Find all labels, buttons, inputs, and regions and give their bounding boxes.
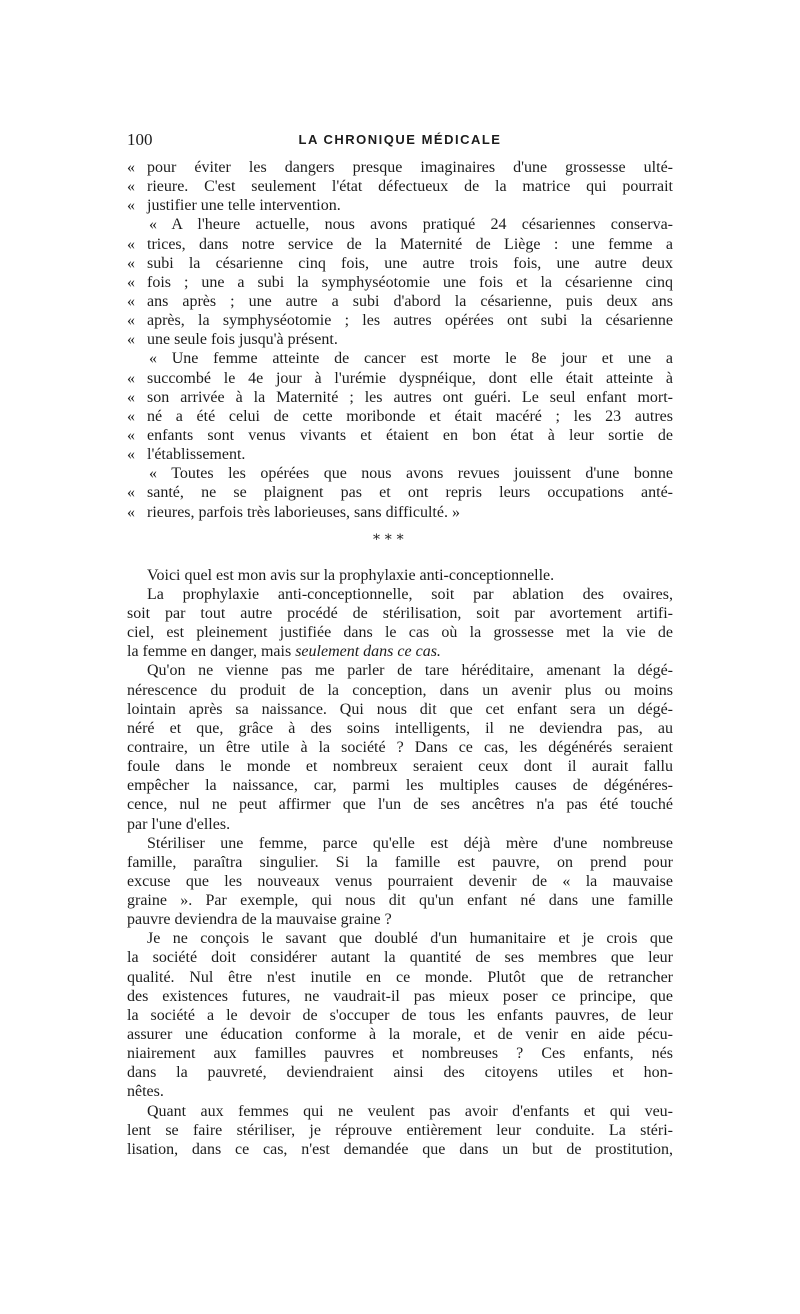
text-line: lointain après sa naissance. Qui nous dit que cet enfant sera un dégé- xyxy=(127,700,673,718)
asterism: * * * xyxy=(373,531,405,548)
quote-mark: « xyxy=(127,312,135,330)
quote-mark: « xyxy=(127,273,135,291)
quoted-line-text: son arrivée à la Maternité ; les autres ont guéri. Le seul enfant mort- xyxy=(147,388,673,406)
text-line: Voici quel est mon avis sur la prophylaxie anti-conceptionnelle. xyxy=(147,566,555,584)
paragraph xyxy=(127,566,673,585)
quoted-line xyxy=(127,388,673,407)
page-header xyxy=(127,130,673,154)
text-line: ciel, est pleinement justifiée dans le cas où la grossesse met la vie de xyxy=(127,624,673,642)
section-separator xyxy=(127,522,673,566)
text-line: lent se faire stériliser, je réprouve entièrement leur conduite. La stéri- xyxy=(127,1121,673,1139)
quoted-line-text: l'établissement. xyxy=(147,446,246,464)
quote-mark: « xyxy=(127,331,135,349)
quoted-passage xyxy=(127,158,673,522)
quote-mark: « xyxy=(127,503,135,521)
text-line: nêtes. xyxy=(127,1083,164,1101)
text-line: qualité. Nul être n'est inutile en ce monde. Plutôt que de retrancher xyxy=(127,968,673,986)
quoted-line xyxy=(127,349,673,368)
main-text xyxy=(127,566,673,1159)
quoted-line-text: trices, dans notre service de la Maternité de Liège : une femme a xyxy=(147,235,673,253)
text-line: graine ». Par exemple, qui nous dit qu'un enfant né dans une famille xyxy=(127,892,673,910)
quoted-line-text: santé, ne se plaignent pas et ont repris leurs occupations anté- xyxy=(147,484,673,502)
text-line: foule dans le monde et nombreux seraient ceux dont il aurait fallu xyxy=(127,758,673,776)
paragraph xyxy=(127,661,673,833)
text-line: pauvre deviendra de la mauvaise graine ? xyxy=(127,911,392,929)
quoted-line xyxy=(127,407,673,426)
text-line: dans la pauvreté, deviendraient ainsi des citoyens utiles et hon- xyxy=(127,1064,673,1082)
quoted-line xyxy=(127,292,673,311)
text-line: assurer une éducation conforme à la morale, et de venir en aide pécu- xyxy=(127,1026,673,1044)
text-line: la société a le devoir de s'occuper de tous les enfants pauvres, de leur xyxy=(127,1006,673,1024)
quote-mark: « xyxy=(127,292,135,310)
quote-mark: « xyxy=(127,484,135,502)
text-line: des existences futures, ne vaudrait-il pas mieux poser ce principe, que xyxy=(127,987,673,1005)
quote-mark: « xyxy=(127,159,135,176)
text-line: contraire, un être utile à la société ? Dans ce cas, les dégénérés seraient xyxy=(127,738,673,756)
quoted-line-text: fois ; une a subi la symphyséotomie une fois et la césarienne cinq xyxy=(147,273,673,291)
quoted-line xyxy=(127,254,673,273)
paragraph xyxy=(127,929,673,1101)
text-line: Qu'on ne vienne pas me parler de tare héréditaire, amenant la dégé- xyxy=(147,662,673,680)
text-line: cence, nul ne peut affirmer que l'un de ses ancêtres n'a pas été touché xyxy=(127,796,673,814)
quoted-line-text: pour éviter les dangers presque imaginaires d'une grossesse ulté- xyxy=(147,159,673,176)
quoted-line xyxy=(127,311,673,330)
quoted-line-text: succombé le 4e jour à l'urémie dyspnéique, dont elle était atteinte à xyxy=(147,369,673,387)
page-number: 100 xyxy=(127,130,153,149)
quoted-line-text: « Une femme atteinte de cancer est morte le 8e jour et une a xyxy=(149,350,673,368)
text-line: soit par tout autre procédé de stérilisation, soit par avortement artifi- xyxy=(127,604,673,622)
paragraph xyxy=(127,834,673,930)
quoted-line xyxy=(127,177,673,196)
text-line: La prophylaxie anti-conceptionnelle, soit par ablation des ovaires, xyxy=(147,585,673,603)
quote-mark: « xyxy=(127,388,135,406)
quoted-line-text: rieure. C'est seulement l'état défectueux de la matrice qui pourrait xyxy=(147,178,673,196)
text-line: Quant aux femmes qui ne veulent pas avoir d'enfants et qui veu- xyxy=(147,1102,673,1120)
quoted-line xyxy=(127,503,673,522)
quoted-line xyxy=(127,235,673,254)
quoted-line xyxy=(127,330,673,349)
quoted-line xyxy=(127,273,673,292)
quoted-line-text: « Toutes les opérées que nous avons revues jouissent d'une bonne xyxy=(149,465,673,483)
quoted-line-text: « A l'heure actuelle, nous avons pratiqué 24 césariennes conserva- xyxy=(149,216,673,234)
quoted-line-text: ans après ; une autre a subi d'abord la césarienne, puis deux ans xyxy=(147,292,673,310)
text-line: néré et que, grâce à des soins intelligents, il ne deviendra pas, au xyxy=(127,719,673,737)
quote-mark: « xyxy=(127,254,135,272)
quoted-line xyxy=(127,158,673,177)
quote-mark: « xyxy=(127,369,135,387)
quote-mark: « xyxy=(127,197,135,215)
body-text xyxy=(127,158,673,1159)
quote-mark xyxy=(127,349,147,368)
text-line: excuse que les nouveaux venus pourraient devenir de « la mauvaise xyxy=(127,872,673,890)
quote-mark: « xyxy=(127,446,135,464)
quoted-line xyxy=(127,464,673,483)
running-head: LA CHRONIQUE MÉDICALE xyxy=(298,132,502,147)
text-line: Je ne conçois le savant que doublé d'un humanitaire et je crois que xyxy=(147,930,673,948)
quote-mark xyxy=(127,215,147,234)
quoted-line-text: enfants sont venus vivants et étaient en bon état à leur sortie de xyxy=(147,426,673,444)
quote-mark: « xyxy=(127,426,135,444)
quoted-line-text: né a été celui de cette moribonde et était macéré ; les 23 autres xyxy=(147,407,673,425)
emphasis: seulement dans ce cas. xyxy=(295,643,441,661)
quoted-line xyxy=(127,445,673,464)
quoted-line-text: après, la symphyséotomie ; les autres opérées ont subi la césarienne xyxy=(147,312,673,330)
quoted-line-text: une seule fois jusqu'à présent. xyxy=(147,331,338,349)
text-line: la société doit considérer autant la quantité de ses membres que leur xyxy=(127,949,673,967)
quoted-line xyxy=(127,426,673,445)
text-line: lisation, dans ce cas, n'est demandée que dans un but de prostitution, xyxy=(127,1140,673,1158)
text-line: nérescence du produit de la conception, dans un avenir plus ou moins xyxy=(127,681,673,699)
quoted-line-text: justifier une telle intervention. xyxy=(147,197,341,215)
text-line: par l'une d'elles. xyxy=(127,815,231,833)
quoted-line-text: subi la césarienne cinq fois, une autre trois fois, une autre deux xyxy=(147,254,673,272)
quoted-line xyxy=(127,215,673,234)
quoted-line xyxy=(127,369,673,388)
paragraph xyxy=(127,1102,673,1159)
text-line: la femme en danger, mais seulement dans ce cas. xyxy=(127,643,441,661)
quote-mark: « xyxy=(127,235,135,253)
text-line: empêcher la naissance, car, parmi les multiples causes de dégénéres- xyxy=(127,777,673,795)
quoted-line xyxy=(127,196,673,215)
text-line: famille, paraîtra singulier. Si la famille est pauvre, on prend pour xyxy=(127,853,673,871)
quoted-line-text: rieures, parfois très laborieuses, sans difficulté. » xyxy=(147,503,460,521)
quote-mark: « xyxy=(127,407,135,425)
quoted-line xyxy=(127,483,673,502)
text-line: Stériliser une femme, parce qu'elle est déjà mère d'une nombreuse xyxy=(147,834,673,852)
text-line: niairement aux familles pauvres et nombreuses ? Ces enfants, nés xyxy=(127,1045,673,1063)
paragraph xyxy=(127,585,673,662)
quote-mark: « xyxy=(127,178,135,196)
quote-mark xyxy=(127,464,147,483)
